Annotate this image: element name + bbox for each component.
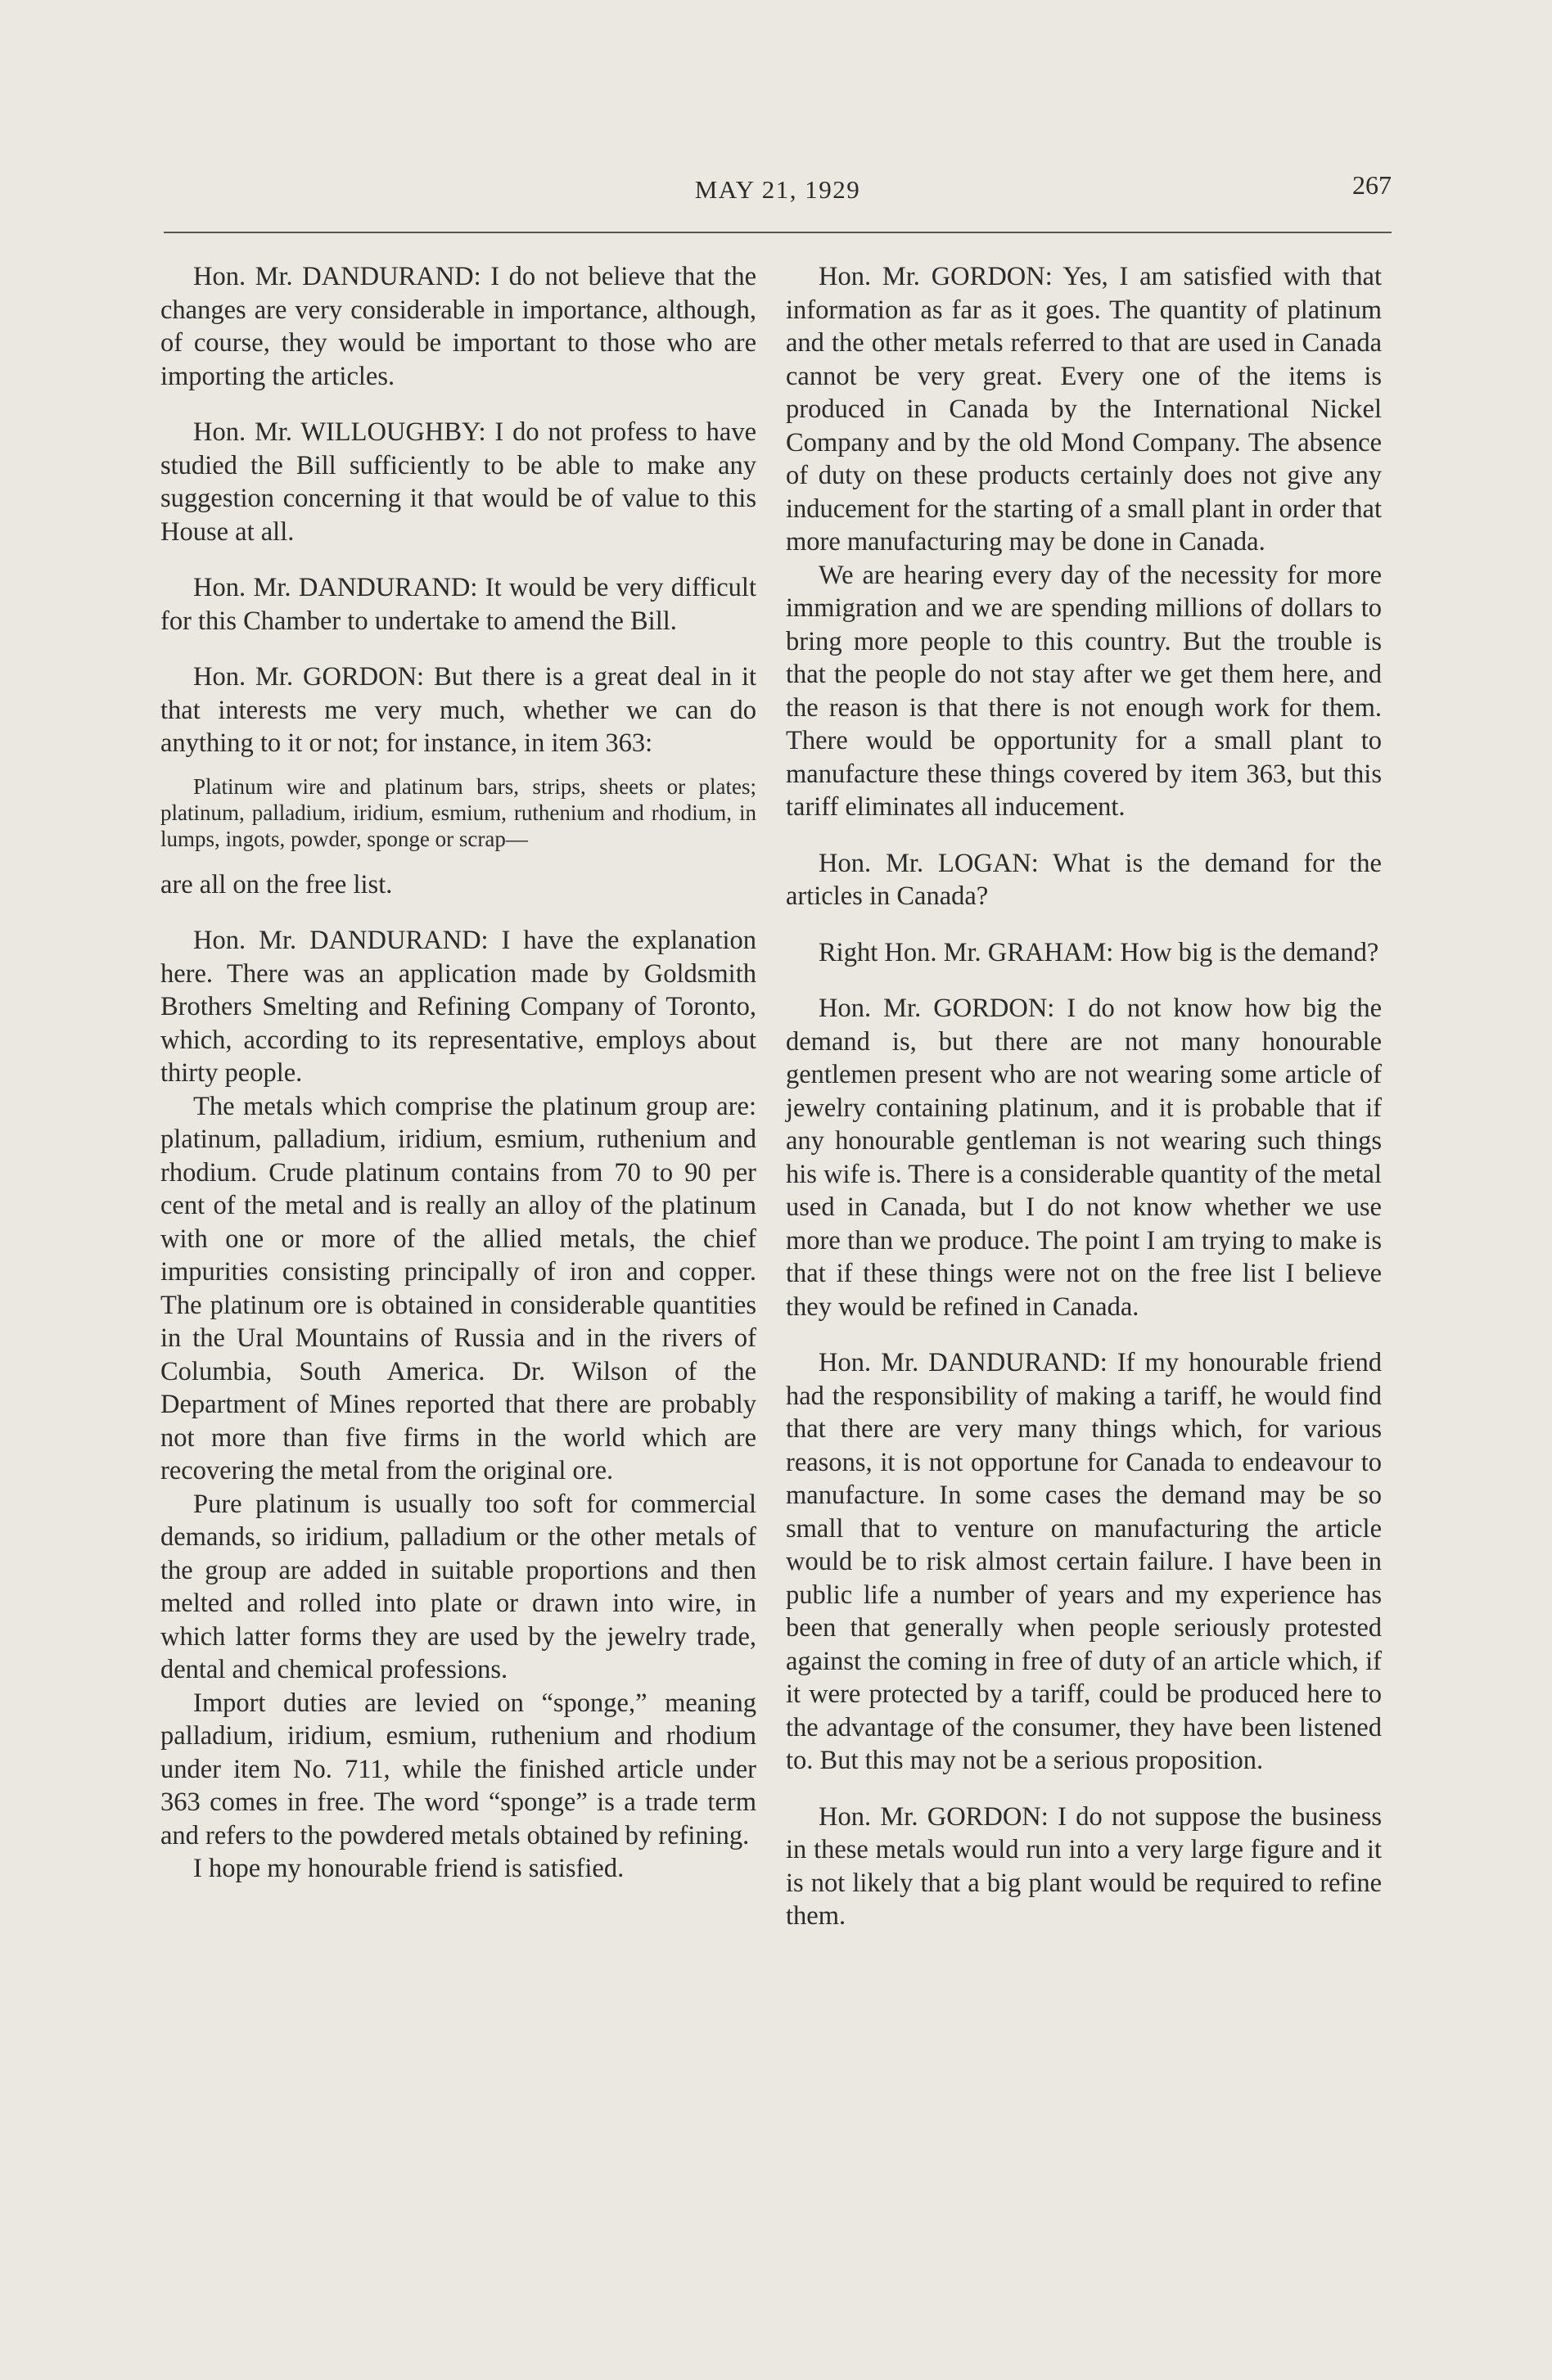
header-rule xyxy=(164,232,1392,233)
page-header xyxy=(164,170,1392,219)
paragraph: The metals which comprise the platinum group are: platinum, palladium, iridium, esmium, ruthenium and rhodium. Crude platinum contains from 70 to 90 per cent of the metal and is really an alloy of the platinum with one or more of the allied metals, the chief impurities consisting principally of iron and copper. The platinum ore is obtained in considerable quantities in the Ural Mountains of Russia and in the rivers of Columbia, South America. Dr. Wilson of the Department of Mines reported that there are probably not more than five firms in the world which are recovering the metal from the original ore. xyxy=(160,1091,756,1485)
tariff-item-quote: Platinum wire and platinum bars, strips, sheets or plates; platinum, palladium, iridium, esmium, ruthenium and rhodium, in lumps, ingots, powder, sponge or scrap— xyxy=(160,773,756,851)
paragraph: I hope my honourable friend is satisfied. xyxy=(193,1854,625,1883)
paragraph: Import duties are levied on “sponge,” meaning palladium, iridium, esmium, ruthenium and rhodium under item No. 711, while the finished article under 363 comes in free. The word “sponge” is a trade term and refers to the powdered metals obtained by refining. xyxy=(160,1688,756,1850)
paragraph: Hon. Mr. GORDON: I do not suppose the business in these metals would run into a very large figure and it is not likely that a big plant would be required to refine them. xyxy=(786,1801,1382,1931)
left-column xyxy=(160,260,756,1886)
paragraph: Hon. Mr. LOGAN: What is the demand for the articles in Canada? xyxy=(786,848,1382,911)
paragraph: Hon. Mr. GORDON: But there is a great deal in it that interests me very much, whether we can do anything to it or not; for instance, in item 363: xyxy=(160,662,756,758)
paragraph: Hon. Mr. DANDURAND: I do not believe that the changes are very considerable in importance, although, of course, they would be important to those who are importing the articles. xyxy=(160,262,756,391)
paragraph: Hon. Mr. DANDURAND: I have the explanation here. There was an application made by Goldsmith Brothers Smelting and Refining Company of Toronto, which, according to its representative, employs about thirty people. xyxy=(160,926,756,1088)
paragraph: Hon. Mr. GORDON: I do not know how big the demand is, but there are not many honourable gentlemen present who are not wearing some article of jewelry containing platinum, and it is probable that if any honourable gentleman is not wearing such things his wife is. There is a considerable quantity of the metal used in Canada, but I do not know whether we use more than we produce. The point I am trying to make is that if these things were not on the free list I believe they would be refined in Canada. xyxy=(786,994,1382,1322)
paragraph: Hon. Mr. WILLOUGHBY: I do not profess to have studied the Bill sufficiently to be able to make any suggestion concerning it that would be of value to this House at all. xyxy=(160,417,756,547)
paragraph: Hon. Mr. DANDURAND: If my honourable friend had the responsibility of making a tariff, he would find that there are very many things which, for various reasons, it is not opportune for Canada to endeavour to manufacture. In some cases the demand may be so small that to venture on manufacturing the article would be to risk almost certain failure. I have been in public life a number of years and my experience has been that generally when people seriously protested against the coming in free of duty of an article which, if it were protected by a tariff, could be produced here to the advantage of the consumer, they have been listened to. But this may not be a serious proposition. xyxy=(786,1348,1382,1775)
paragraph: Hon. Mr. DANDURAND: It would be very difficult for this Chamber to undertake to amend the Bill. xyxy=(160,573,756,636)
paragraph: Right Hon. Mr. GRAHAM: How big is the demand? xyxy=(819,937,1379,967)
header-date: MAY 21, 1929 xyxy=(694,175,861,204)
right-column xyxy=(786,260,1382,1933)
page-number: 267 xyxy=(1352,170,1392,200)
paragraph: We are hearing every day of the necessity for more immigration and we are spending millions of dollars to bring more people to this country. But the trouble is that the people do not stay after we get them here, and the reason is that there is not enough work for them. There would be opportunity for a small plant to manufacture these things covered by item 363, but this tariff eliminates all inducement. xyxy=(786,560,1382,822)
paragraph: Pure platinum is usually too soft for commercial demands, so iridium, palladium or the other metals of the group are added in suitable proportions and then melted and rolled into plate or drawn into wire, in which latter forms they are used by the jewelry trade, dental and chemical professions. xyxy=(160,1489,756,1684)
paragraph: are all on the free list. xyxy=(160,869,393,899)
paragraph: Hon. Mr. GORDON: Yes, I am satisfied with that information as far as it goes. The quantity of platinum and the other metals referred to that are used in Canada cannot be very great. Every one of the items is produced in Canada by the International Nickel Company and by the old Mond Company. The absence of duty on these products certainly does not give any inducement for the starting of a small plant in order that more manufacturing may be done in Canada. xyxy=(786,262,1382,557)
